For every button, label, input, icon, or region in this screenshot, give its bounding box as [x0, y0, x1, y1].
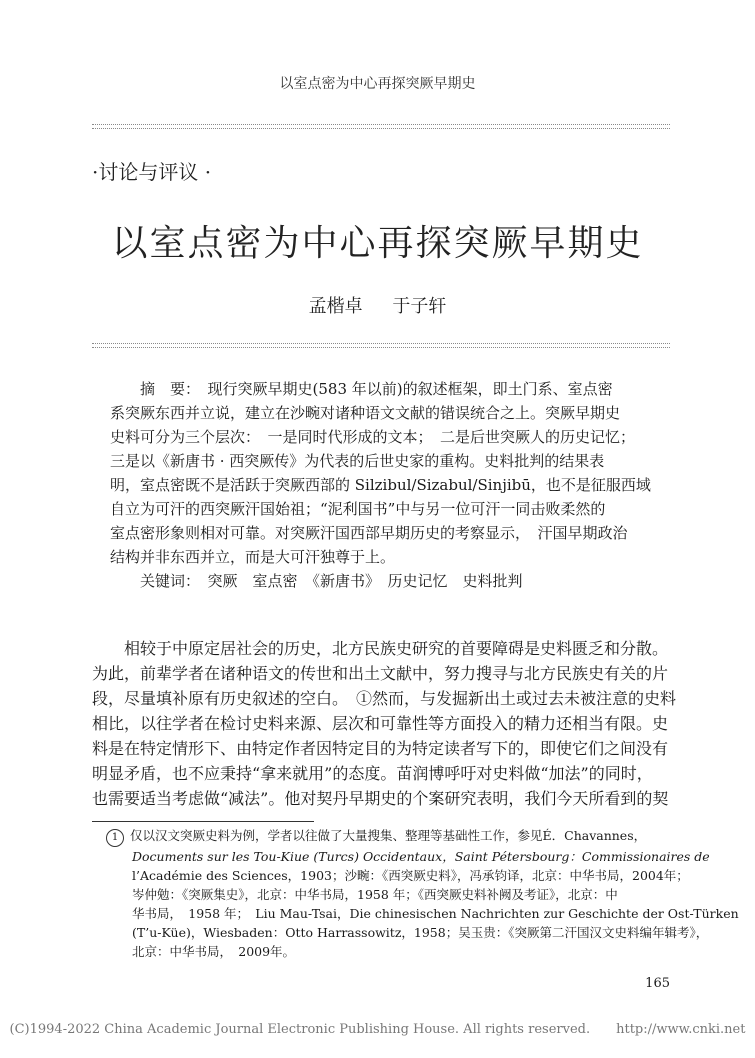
footnote-line: (T’u-Küe)，Wiesbaden：Otto Harrassowitz，1958；吴玉贵：《突厥第二汗国汉文史料编年辑考》， — [132, 925, 709, 940]
footnote-line: 华书局， 1958 年； Liu Mau-Tsai，Die chinesischen Nachrichten zur Geschichte der Ost-Türken — [132, 906, 739, 921]
body-line: 段，尽量填补原有历史叙述的空白。 ①然而，与发掘新出土或过去未被注意的史料 — [92, 689, 677, 708]
footnote-line: l’Académie des Sciences，1903；沙畹：《西突厥史料》，冯承钧译，北京：中华书局，2004年； — [132, 868, 689, 883]
body-line: 相较于中原定居社会的历史，北方民族史研究的首要障碍是史料匮乏和分散。 — [124, 639, 669, 658]
footnote-line: 北京：中华书局， 2009年。 — [132, 944, 296, 959]
abstract-line: 明，室点密既不是活跃于突厥西部的 Silzibul/Sizabul/Sinjibū，也不是征服西域 — [110, 476, 651, 494]
footnote-text: 仅以汉文突厥史料为例，学者以往做了大量搜集、整理等基础性工作，参见É．Chavannes， — [130, 828, 647, 843]
author-2: 于子轩 — [392, 296, 447, 317]
author-1: 孟楷卓 — [308, 296, 363, 317]
body-line: 为此，前辈学者在诸种语文的传世和出土文献中，努力搜寻与北方民族史有关的片 — [92, 664, 669, 683]
body-line: 料是在特定情形下、由特定作者因特定目的为特定读者写下的，即使它们之间没有 — [92, 739, 669, 758]
footnote-divider — [92, 821, 314, 822]
authors — [0, 292, 755, 318]
abstract-line: 摘 要： 现行突厥早期史(583 年以前)的叙述框架，即土门系、室点密 — [140, 380, 613, 398]
copyright-watermark: (C)1994-2022 China Academic Journal Electronic Publishing House. All rights reserved. http://www.cnki.net — [9, 1022, 746, 1037]
keywords: 关键词： 突厥 室点密 《新唐书》 历史记忆 史料批判 — [140, 572, 523, 590]
page-number: 165 — [645, 976, 670, 991]
footnote-line — [106, 826, 672, 847]
abstract-line: 史料可分为三个层次： 一是同时代形成的文本； 二是后世突厥人的历史记忆； — [110, 428, 636, 446]
footnote-line: Documents sur les Tou-Kiue (Turcs) Occidentaux，Saint Pétersbourg：Commissionaires de — [132, 849, 710, 864]
header-divider — [92, 124, 670, 129]
running-head: 以室点密为中心再探突厥早期史 — [279, 76, 476, 92]
body-text — [92, 636, 677, 811]
section-label: ·讨论与评议 · — [92, 160, 212, 184]
footnote-line: 岑仲勉：《突厥集史》，北京：中华书局，1958 年；《西突厥史料补阙及考证》，北京：中 — [132, 887, 618, 902]
body-line: 相比，以往学者在检讨史料来源、层次和可靠性等方面投入的精力还相当有限。史 — [92, 714, 669, 733]
abstract-line: 自立为可汗的西突厥汗国始祖；“泥利国书”中与另一位可汗一同击败柔然的 — [110, 500, 606, 518]
footnote-mark: 1 — [106, 829, 124, 847]
body-line: 也需要适当考虑做“减法”。他对契丹早期史的个案研究表明，我们今天所看到的契 — [92, 789, 669, 808]
body-line: 明显矛盾，也不应秉持“拿来就用”的态度。苗润博呼吁对史料做“加法”的同时， — [92, 764, 653, 783]
abstract — [110, 377, 650, 593]
abstract-line: 结构并非东西并立，而是大可汗独尊于上。 — [110, 548, 396, 566]
footnote — [106, 826, 739, 961]
abstract-line: 室点密形象则相对可靠。对突厥汗国西部早期历史的考察显示， 汗国早期政治 — [110, 524, 628, 542]
article-title: 以室点密为中心再探突厥早期史 — [111, 223, 644, 264]
abstract-line: 三是以《新唐书 · 西突厥传》为代表的后世史家的重构。史料批判的结果表 — [110, 452, 605, 470]
title-divider — [92, 343, 670, 348]
abstract-line: 系突厥东西并立说，建立在沙畹对诸种语文文献的错误统合之上。突厥早期史 — [110, 404, 621, 422]
